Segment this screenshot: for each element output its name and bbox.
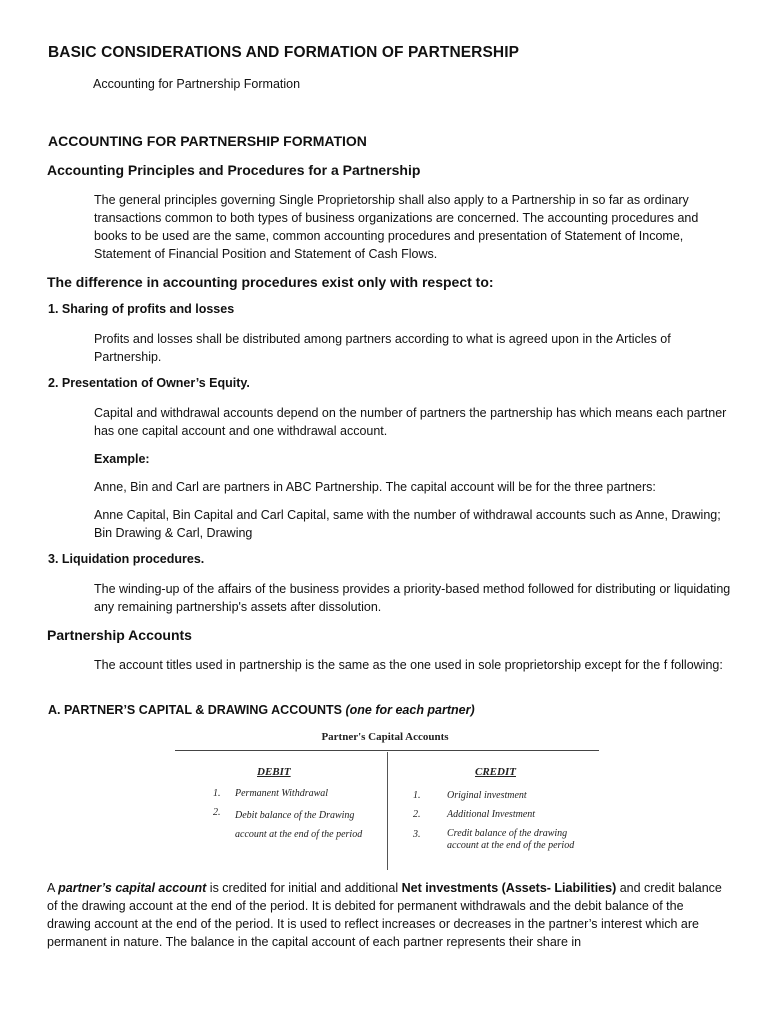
example-line-1: Anne, Bin and Carl are partners in ABC Partnership. The capital account will be for the three partners:	[94, 480, 656, 494]
paragraph-middle: is credited for initial and additional	[206, 881, 402, 895]
credit-item-3-num: 3.	[413, 829, 421, 840]
figure-top-rule	[175, 750, 599, 751]
section-heading: ACCOUNTING FOR PARTNERSHIP FORMATION	[48, 133, 367, 149]
item-3-heading: 3. Liquidation procedures.	[48, 552, 205, 566]
debit-item-1-num: 1.	[213, 788, 221, 799]
item-2-heading: 2. Presentation of Owner’s Equity.	[48, 376, 250, 390]
credit-label: CREDIT	[475, 766, 516, 778]
debit-item-2: Debit balance of the Drawing account at the end of the period	[235, 810, 363, 840]
page-subtitle: Accounting for Partnership Formation	[93, 77, 301, 91]
credit-item-2-num: 2.	[413, 809, 421, 820]
debit-item-2-num: 2.	[213, 807, 221, 818]
capital-drawing-subheading-text: A. PARTNER’S CAPITAL & DRAWING ACCOUNTS	[48, 703, 342, 717]
item-1-heading: 1. Sharing of profits and losses	[48, 302, 235, 316]
item-1-text: Profits and losses shall be distributed among partners according to what is agreed upon in the Articles of Partnership.	[94, 332, 671, 364]
credit-item-1-num: 1.	[413, 790, 421, 801]
credit-item-1: Original investment	[447, 790, 527, 801]
partnership-accounts-text: The account titles used in partnership is the same as the one used in sole proprietorship except for the f following:	[94, 658, 723, 672]
capital-account-paragraph	[47, 879, 727, 951]
partnership-accounts-heading: Partnership Accounts	[47, 627, 192, 643]
credit-item-2: Additional Investment	[447, 809, 536, 820]
figure-center-rule	[387, 752, 388, 870]
capital-drawing-subheading-note: (one for each partner)	[345, 703, 475, 717]
capital-accounts-figure	[175, 728, 601, 872]
principles-paragraph: The general principles governing Single Proprietorship shall also apply to a Partnership in so far as ordinary transactions common to both types of business organizations are concerned. The accounting procedures and books to be used are the same, common accounting procedures and presentation of Statement of Income, Statement of Financial Position and Statement of Cash Flows.	[94, 193, 699, 261]
paragraph-bold-term: Net investments (Assets- Liabilities)	[401, 881, 617, 895]
capital-drawing-subheading	[48, 703, 475, 717]
example-line-2: Anne Capital, Bin Capital and Carl Capital, same with the number of withdrawal accounts such as Anne, Drawing; Bin Drawing & Carl, Drawing	[94, 508, 721, 540]
page-title: BASIC CONSIDERATIONS AND FORMATION OF PARTNERSHIP	[48, 44, 520, 61]
paragraph-term: partner’s capital account	[58, 881, 207, 895]
debit-item-1: Permanent Withdrawal	[235, 788, 329, 799]
paragraph-prefix: A	[47, 881, 59, 895]
item-2-text: Capital and withdrawal accounts depend on the number of partners the partnership has which means each partner has one capital account and one withdrawal account.	[94, 406, 727, 438]
credit-item-3: Credit balance of the drawing account at the end of the period	[447, 828, 575, 851]
example-label: Example:	[94, 452, 150, 466]
debit-label: DEBIT	[257, 766, 291, 778]
figure-title: Partner's Capital Accounts	[321, 731, 449, 743]
item-3-text: The winding-up of the affairs of the business provides a priority-based method followed for distributing or liquidating any remaining partnership's assets after dissolution.	[94, 582, 731, 614]
principles-heading: Accounting Principles and Procedures for a Partnership	[47, 162, 421, 178]
paragraph-rest: and credit balance of the drawing account at the end of the period. It is debited for permanent withdrawals and the debit balance of the drawing account at the end of the period. It is used to reflect increases or decreases in the partner’s interest which are permanent in nature. The balance in the capital account of each partner represents their share in	[47, 881, 722, 949]
difference-heading: The difference in accounting procedures exist only with respect to:	[47, 274, 494, 290]
